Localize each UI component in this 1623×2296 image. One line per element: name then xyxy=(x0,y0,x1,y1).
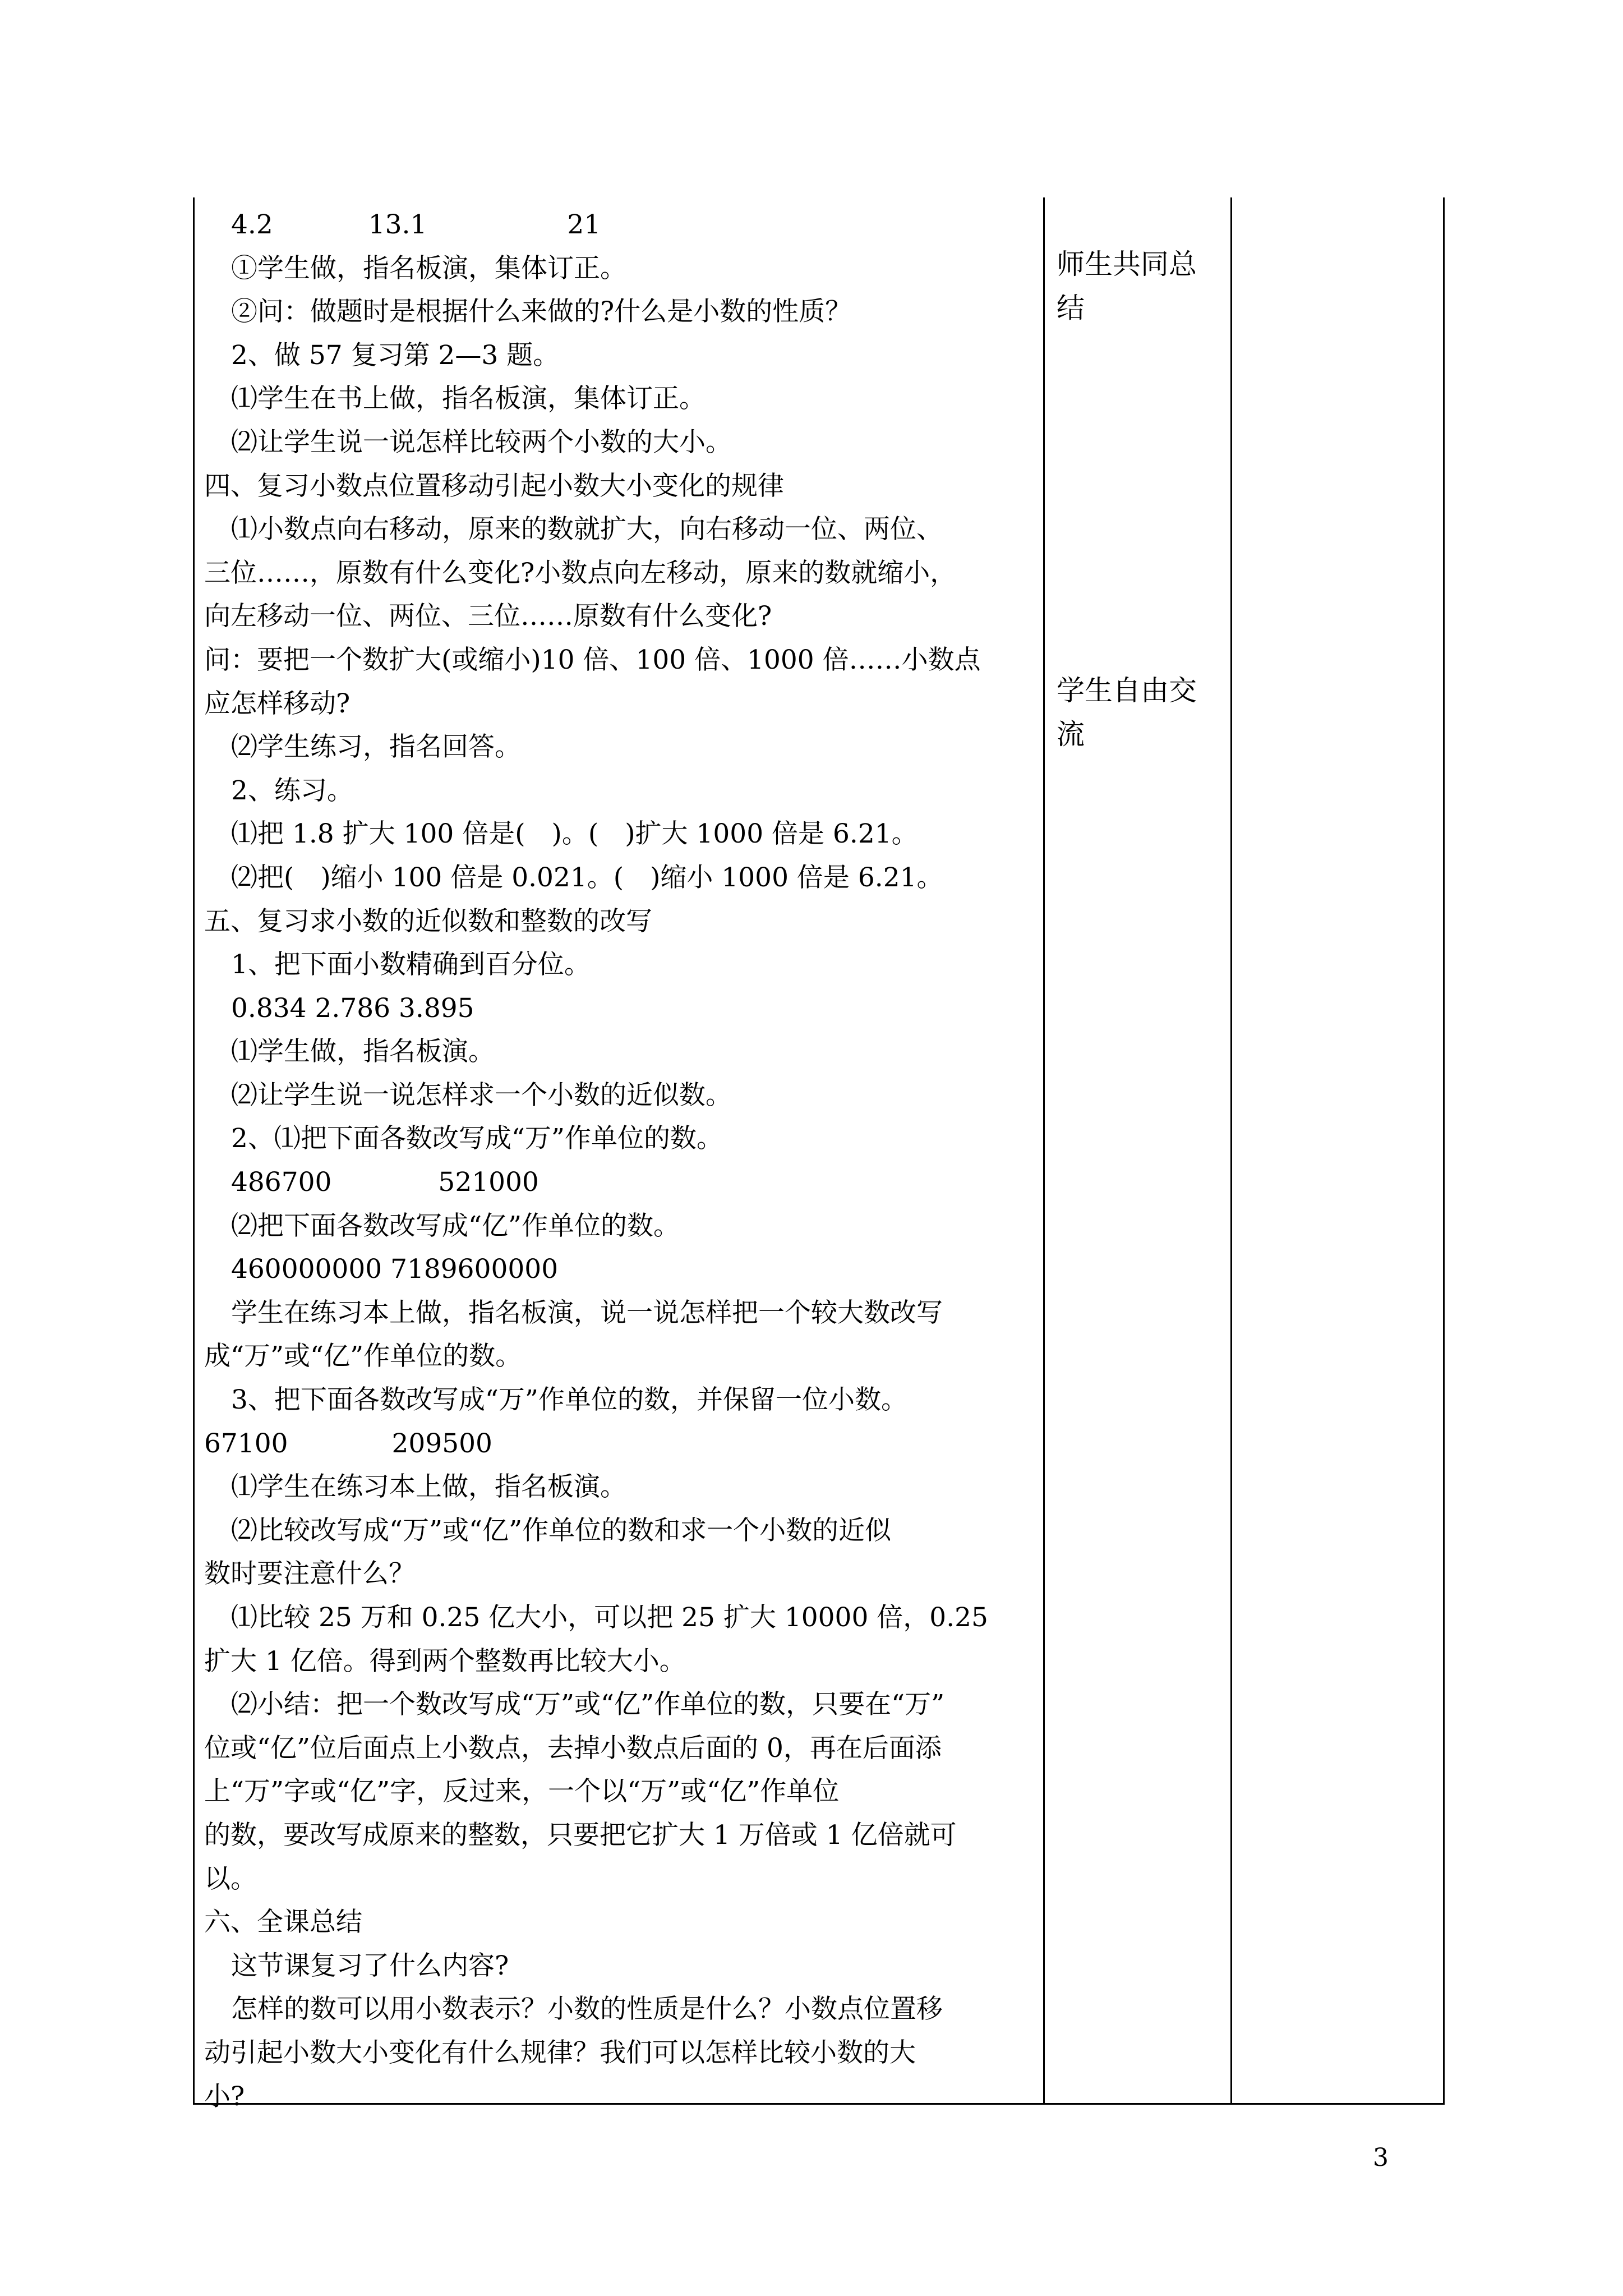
content-line: 怎样的数可以用小数表示？小数的性质是什么？小数点位置移 xyxy=(231,1994,943,2025)
content-line: ⑴小数点向右移动，原来的数就扩大，向右移动一位、两位、 xyxy=(231,514,943,545)
content-line: ⑵让学生说一说怎样比较两个小数的大小。 xyxy=(231,426,732,458)
content-line: ⑵比较改写成“万”或“亿”作单位的数和求一个小数的近似 xyxy=(231,1515,892,1546)
content-line: 这节课复习了什么内容? xyxy=(231,1950,509,1981)
content-line: 上“万”字或“亿”字，反过来，一个以“万”或“亿”作单位 xyxy=(204,1776,840,1807)
content-line: 三位……，原数有什么变化?小数点向左移动，原来的数就缩小， xyxy=(204,557,957,588)
content-line: ⑵让学生说一说怎样求一个小数的近似数。 xyxy=(231,1079,732,1111)
content-line: 应怎样移动? xyxy=(204,688,351,719)
content-line: 成“万”或“亿”作单位的数。 xyxy=(204,1341,522,1372)
content-line: 六、全课总结 xyxy=(204,1907,362,1938)
content-line: 460000000 7189600000 xyxy=(231,1254,559,1285)
number-item: 4.2 xyxy=(231,209,273,240)
content-line: 的数，要改写成原来的整数，只要把它扩大 1 万倍或 1 亿倍就可 xyxy=(204,1819,957,1851)
note-line: 流 xyxy=(1057,718,1085,751)
content-line: ⑵把下面各数改写成“亿”作单位的数。 xyxy=(231,1210,680,1241)
content-line: 动引起小数大小变化有什么规律？我们可以怎样比较小数的大 xyxy=(204,2037,916,2068)
content-line: ⑴把 1.8 扩大 100 倍是( )。( )扩大 1000 倍是 6.21。 xyxy=(231,818,918,850)
content-line: 以。 xyxy=(204,1863,257,1894)
content-line xyxy=(204,1422,1033,1466)
content-line: 3、把下面各数改写成“万”作单位的数，并保留一位小数。 xyxy=(231,1384,907,1416)
page-number: 3 xyxy=(1373,2143,1389,2172)
table-divider-2 xyxy=(1230,197,1232,2105)
content-line: 扩大 1 亿倍。得到两个整数再比较大小。 xyxy=(204,1645,686,1677)
note-student-free-discussion xyxy=(1057,669,1225,756)
content-line: ⑵小结：把一个数改写成“万”或“亿”作单位的数，只要在“万” xyxy=(231,1689,945,1720)
content-line: 四、复习小数点位置移动引起小数大小变化的规律 xyxy=(204,470,784,501)
lesson-content-column xyxy=(204,203,1033,2118)
content-line: 2、做 57 复习第 2—3 题。 xyxy=(231,339,560,371)
number-item: 13.1 xyxy=(368,209,427,240)
content-line: ②问：做题时是根据什么来做的?什么是小数的性质？ xyxy=(231,296,852,328)
note-line: 结 xyxy=(1057,292,1085,324)
number-item: 21 xyxy=(567,209,601,240)
content-line: 向左移动一位、两位、三位……原数有什么变化? xyxy=(204,601,772,632)
table-border-left xyxy=(193,197,195,2105)
content-line: 0.834 2.786 3.895 xyxy=(231,992,474,1024)
content-line: ⑴学生做，指名板演。 xyxy=(231,1036,495,1068)
content-line: 1、把下面小数精确到百分位。 xyxy=(231,949,591,981)
content-line xyxy=(204,1161,1033,1204)
content-line: 小? xyxy=(204,2081,245,2112)
content-line: ⑴比较 25 万和 0.25 亿大小，可以把 25 扩大 10000 倍，0.25 xyxy=(231,1602,988,1633)
content-line: ⑴学生在书上做，指名板演，集体订正。 xyxy=(231,383,706,415)
content-line: 问：要把一个数扩大(或缩小)10 倍、100 倍、1000 倍……小数点 xyxy=(204,644,981,675)
content-line: 五、复习求小数的近似数和整数的改写 xyxy=(204,905,652,937)
note-line: 师生共同总 xyxy=(1057,248,1197,280)
content-line: ⑴学生在练习本上做，指名板演。 xyxy=(231,1471,626,1503)
number-item: 521000 xyxy=(438,1167,539,1198)
content-line: ①学生做，指名板演，集体订正。 xyxy=(231,252,626,284)
table-border-right xyxy=(1443,197,1445,2105)
number-item: 486700 xyxy=(231,1167,332,1198)
content-line: ⑵把( )缩小 100 倍是 0.021。( )缩小 1000 倍是 6.21。 xyxy=(231,862,943,893)
content-line: ⑵学生练习，指名回答。 xyxy=(231,731,521,763)
content-line xyxy=(204,203,1033,247)
content-line: 数时要注意什么？ xyxy=(204,1558,415,1590)
number-item: 67100 xyxy=(204,1428,288,1459)
content-line: 2、练习。 xyxy=(231,775,353,806)
content-line: 位或“亿”位后面点上小数点，去掉小数点后面的 0，再在后面添 xyxy=(204,1732,942,1764)
lesson-plan-table xyxy=(193,197,1445,2112)
note-line: 学生自由交 xyxy=(1057,674,1197,707)
content-line: 学生在练习本上做，指名板演，说一说怎样把一个较大数改写 xyxy=(231,1297,943,1328)
number-item: 209500 xyxy=(391,1428,492,1459)
note-teacher-student-summary xyxy=(1057,242,1225,330)
content-line: 2、⑴把下面各数改写成“万”作单位的数。 xyxy=(231,1123,723,1154)
table-divider-1 xyxy=(1043,197,1045,2105)
